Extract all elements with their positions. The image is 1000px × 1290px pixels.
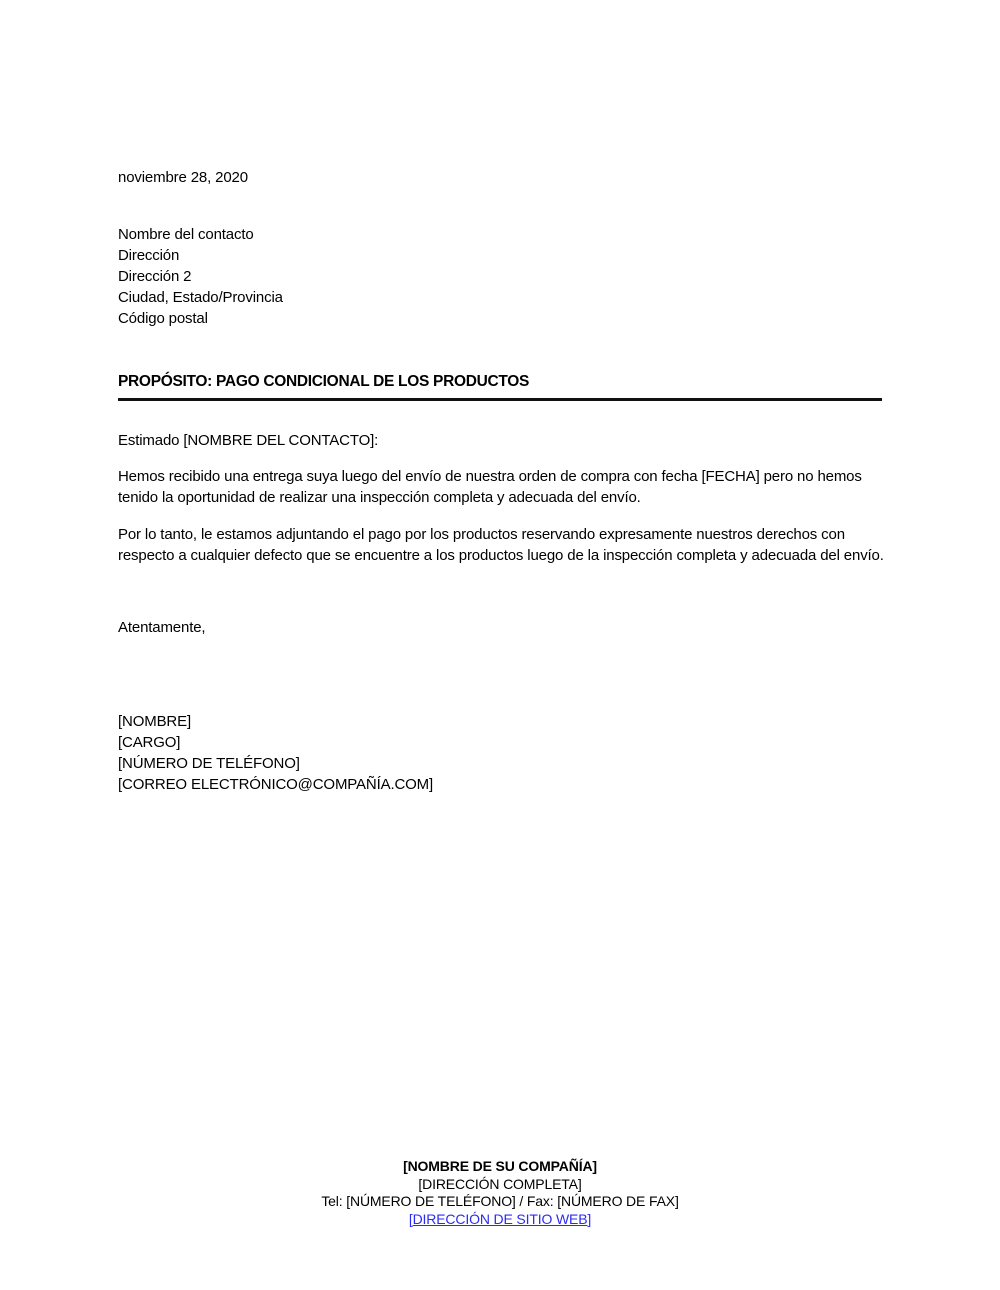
signature-phone: [NÚMERO DE TELÉFONO] [118, 755, 300, 772]
company-footer [0, 1158, 1000, 1228]
recipient-address-line-2: Dirección 2 [118, 268, 192, 285]
letter-date: noviembre 28, 2020 [118, 169, 248, 186]
body-paragraph-1: Hemos recibido una entrega suya luego del envío de nuestra orden de compra con fecha [FECHA] pero no hemos tenido la oportunidad de realizar una inspección completa y adecuada del envío. [118, 468, 862, 506]
recipient-postal-code: Código postal [118, 310, 208, 327]
footer-phone-fax: Tel: [NÚMERO DE TELÉFONO] / Fax: [NÚMERO DE FAX] [321, 1193, 679, 1209]
closing-salutation: Atentamente, [118, 619, 206, 636]
signature-name: [NOMBRE] [118, 713, 191, 730]
recipient-address-line-1: Dirección [118, 247, 180, 264]
signature-title: [CARGO] [118, 734, 181, 751]
footer-website-link[interactable]: [DIRECCIÓN DE SITIO WEB] [408, 1210, 592, 1227]
body-paragraph-2: Por lo tanto, le estamos adjuntando el pago por los productos reservando expresamente nuestros derechos con respecto a cualquier defecto que se encuentre a los productos luego de la inspección completa y adecuada del envío. [118, 526, 884, 564]
signature-email: [CORREO ELECTRÓNICO@COMPAÑÍA.COM] [118, 776, 434, 793]
signature-block [118, 711, 433, 795]
subject-divider-rule [118, 398, 882, 401]
recipient-name: Nombre del contacto [118, 226, 254, 243]
subject-heading: PROPÓSITO: PAGO CONDICIONAL DE LOS PRODUCTOS [118, 373, 530, 390]
recipient-city-state: Ciudad, Estado/Provincia [118, 289, 283, 306]
recipient-address-block [118, 224, 283, 329]
footer-company-address: [DIRECCIÓN COMPLETA] [418, 1175, 582, 1192]
footer-website-row [0, 1211, 1000, 1229]
greeting: Estimado [NOMBRE DEL CONTACTO]: [118, 432, 379, 449]
footer-company-name: [NOMBRE DE SU COMPAÑÍA] [403, 1158, 597, 1174]
